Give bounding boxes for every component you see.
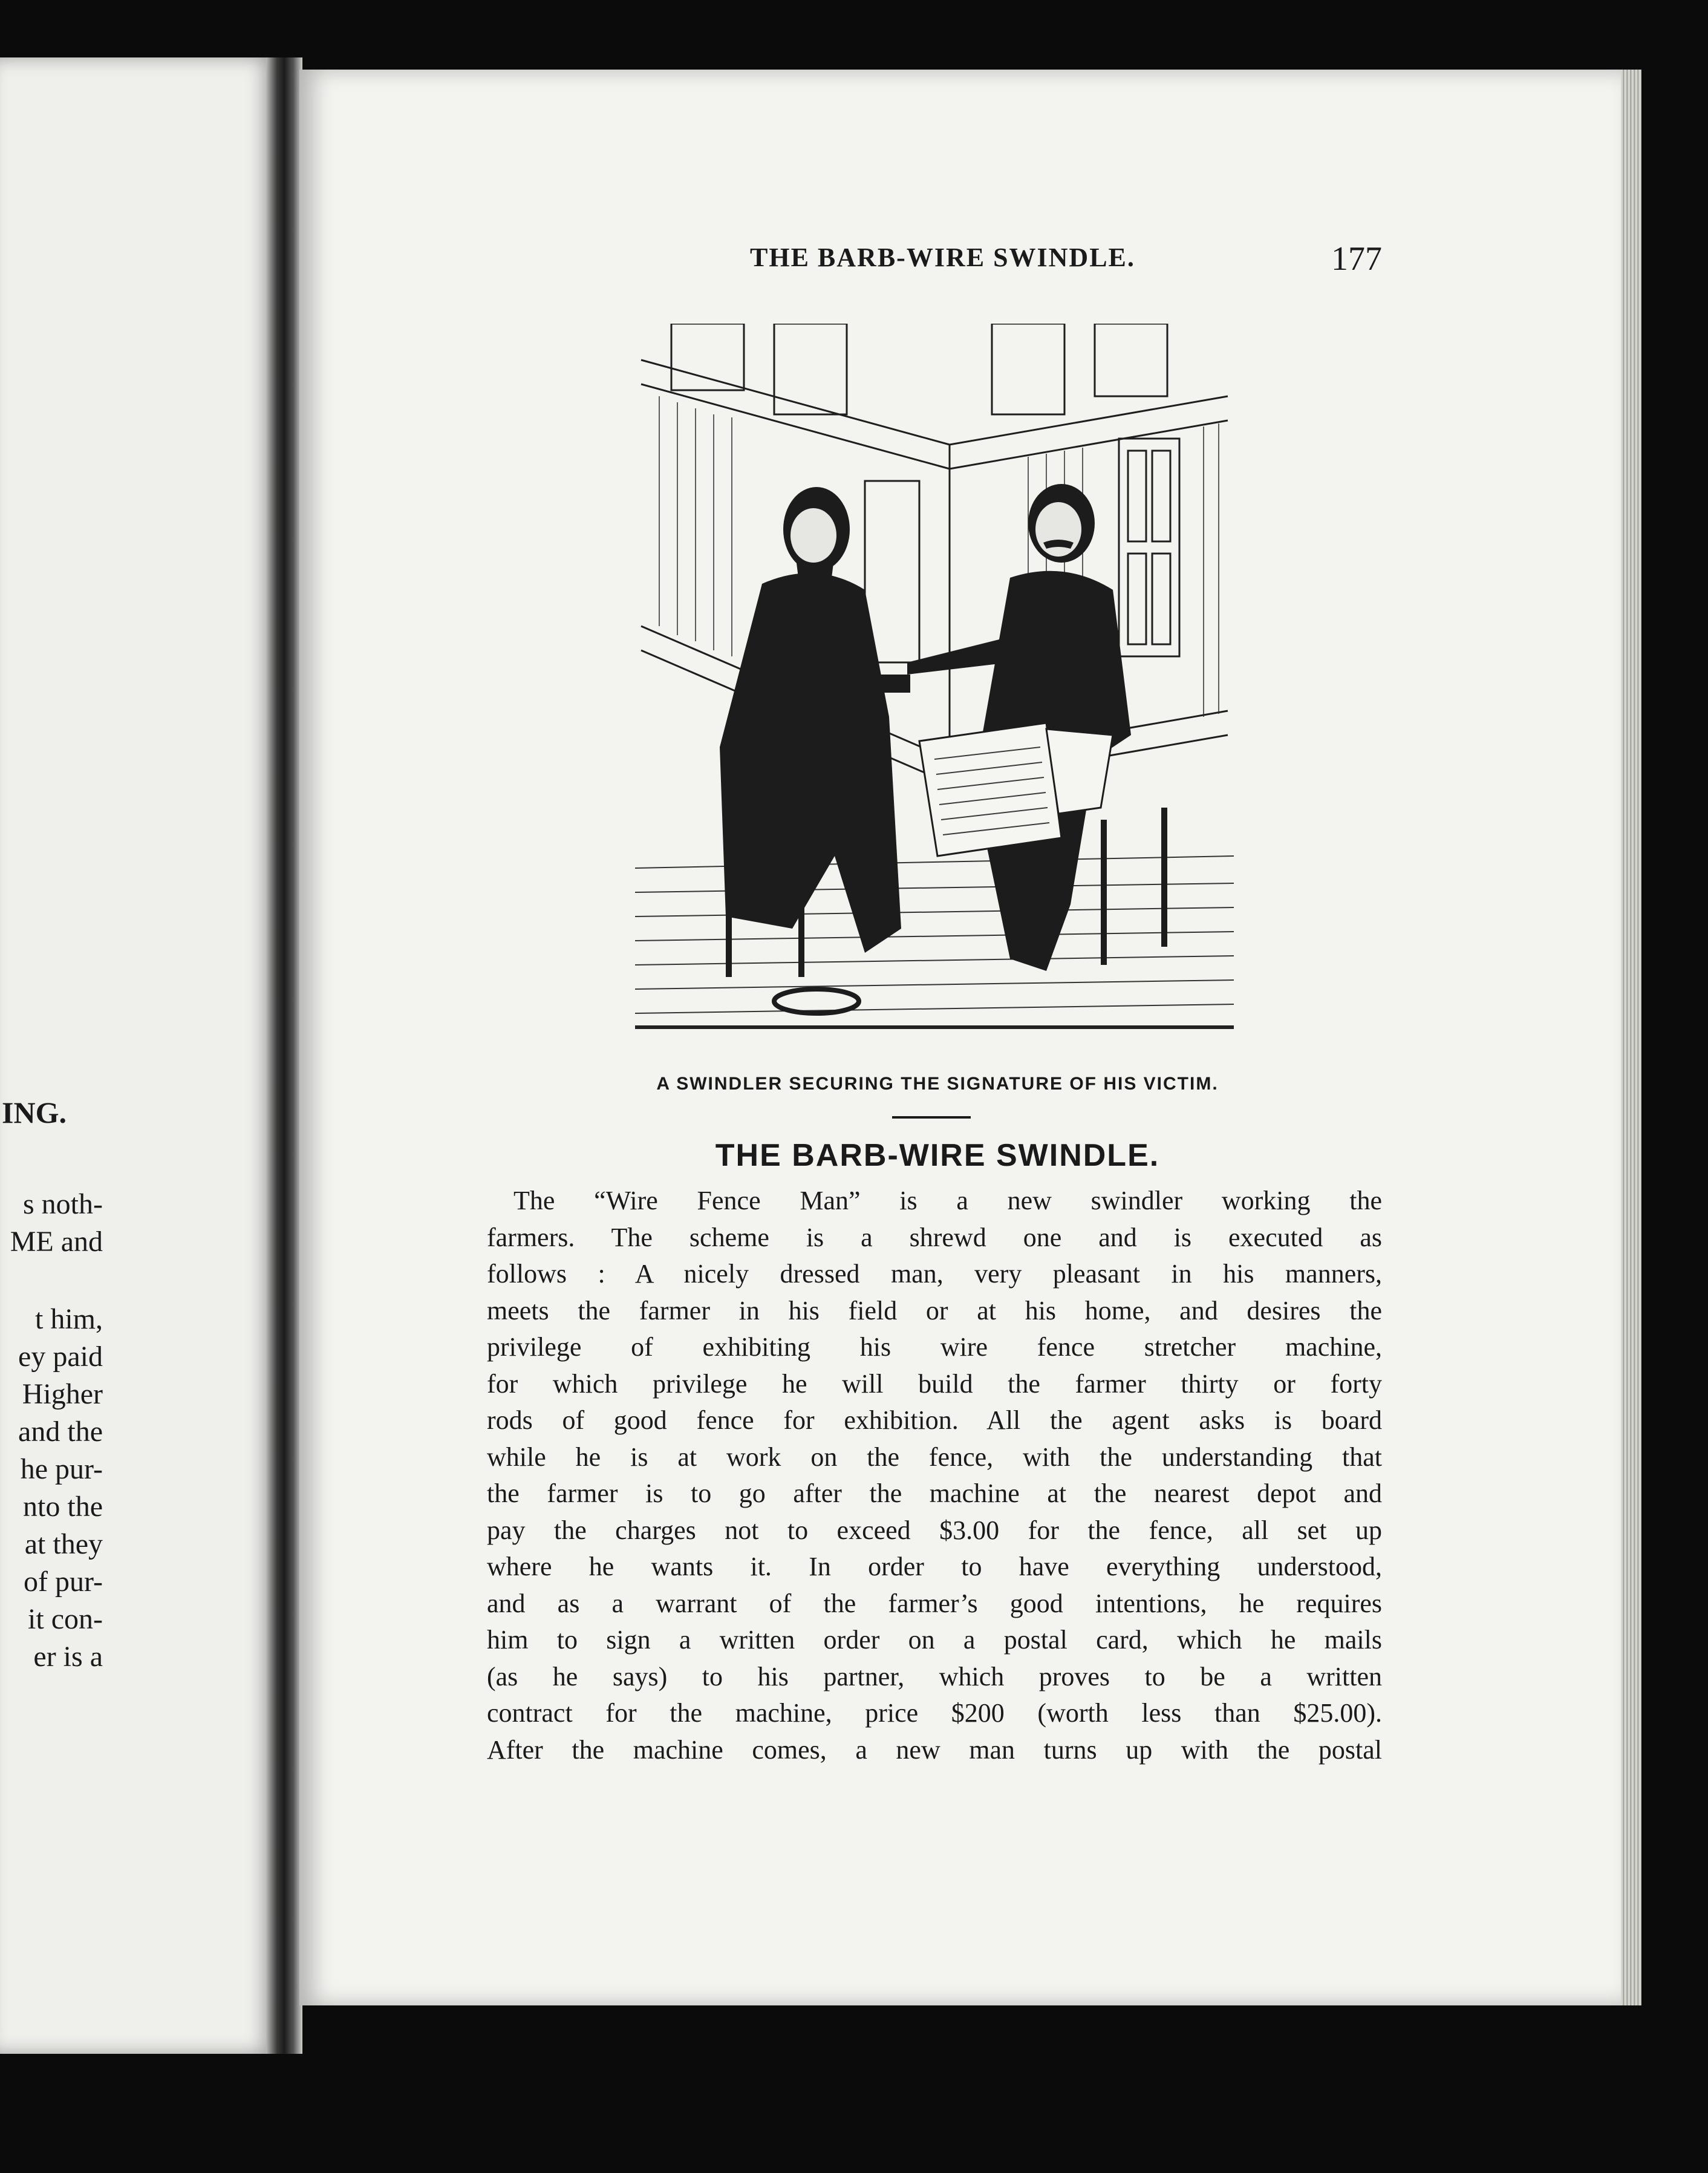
left-page-line: it con- [28,1603,103,1635]
left-page-line: s noth- [23,1188,103,1220]
body-line: (as he says) to his partner, which proves to be a written [487,1661,1382,1691]
body-line: him to sign a written order on a postal card, which he mails [487,1625,1382,1655]
section-rule [892,1116,971,1119]
body-line: privilege of exhibiting his wire fence stretcher machine, [487,1332,1382,1362]
body-line: for which privilege he will build the farmer thirty or forty [487,1368,1382,1399]
body-line: the farmer is to go after the machine at the nearest depot and [487,1479,1382,1508]
running-head: THE BARB-WIRE SWINDLE. [750,243,1135,272]
left-page-line: er is a [33,1641,103,1673]
body-line: After the machine comes, a new man turns up with the postal [487,1734,1382,1765]
left-page-line: Higher [22,1378,103,1410]
page-edge [1621,70,1641,2005]
illustration-caption: A SWINDLER SECURING THE SIGNATURE OF HIS VICTIM. [656,1074,1219,1094]
left-page-line: ey paid [18,1341,103,1373]
left-page-line: nto the [23,1491,103,1523]
body-line: meets the farmer in his field or at his home, and desires the [487,1295,1382,1325]
left-page-line: at they [24,1528,103,1560]
body-text [487,1183,1382,1768]
left-page-heading-fragment: ING. [2,1096,67,1129]
body-line: rods of good fence for exhibition. All the agent asks is board [487,1405,1382,1435]
body-line: and as a warrant of the farmer’s good intentions, he requires [487,1588,1382,1618]
engraving-illustration [635,324,1234,1037]
body-line: The “Wire Fence Man” is a new swindler working the [513,1186,1382,1215]
body-line: where he wants it. In order to have everything understood, [487,1552,1382,1581]
left-page-line: of pur- [24,1566,103,1598]
left-page-line: ME and [10,1226,103,1258]
section-title: THE BARB-WIRE SWINDLE. [715,1138,1160,1173]
book-gutter [266,57,302,2054]
left-page-line: t him, [34,1303,103,1335]
body-line: pay the charges not to exceed $3.00 for the fence, all set up [487,1515,1382,1545]
left-page-line: and the [18,1416,103,1448]
left-page [0,57,275,2054]
left-page-line: he pur- [20,1453,103,1485]
body-line: follows : A nicely dressed man, very pleasant in his manners, [487,1259,1382,1289]
body-line: while he is at work on the fence, with the understanding that [487,1442,1382,1472]
body-line: farmers. The scheme is a shrewd one and is executed as [487,1222,1382,1252]
page-number: 177 [1331,240,1382,278]
body-line: contract for the machine, price $200 (worth less than $25.00). [487,1698,1382,1728]
